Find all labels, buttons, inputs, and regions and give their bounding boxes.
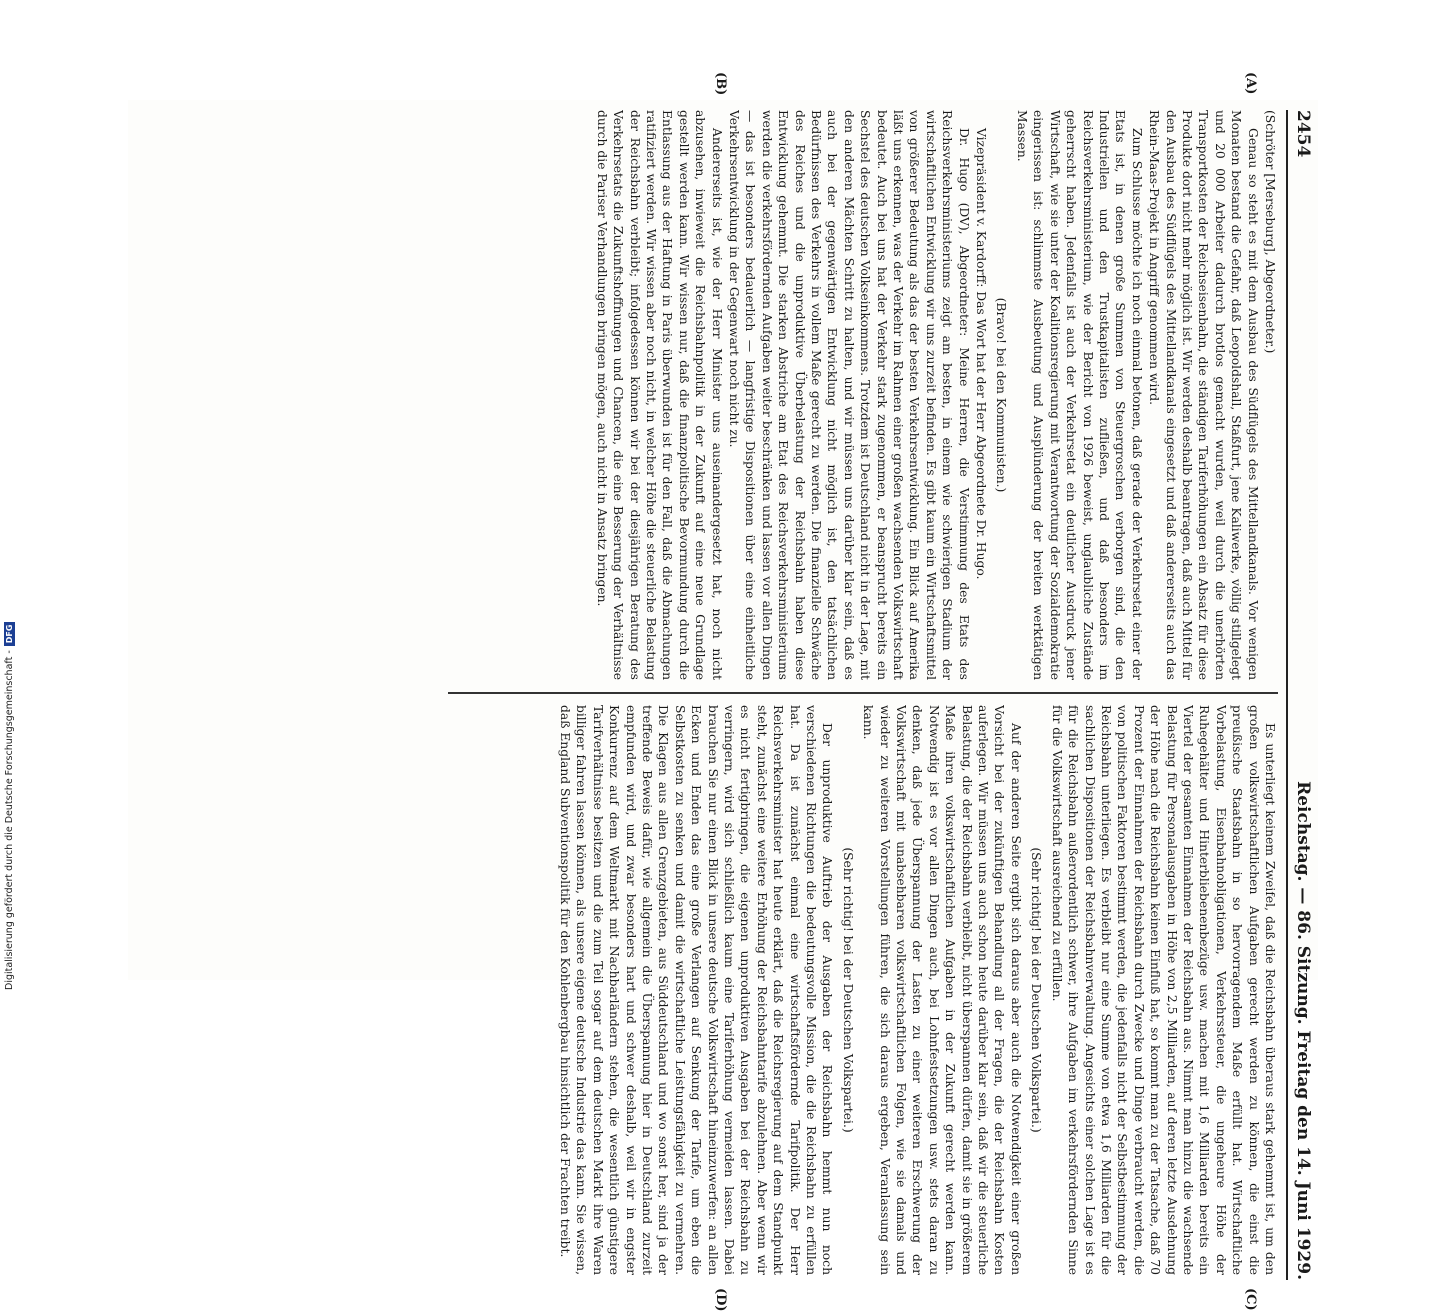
credit-text: Digitalisierung gefördert durch die Deutsche Forschungsgemeinschaft - [3,650,15,990]
paragraph: Andererseits ist, wie der Herr Minister uns auseinandergesetzt hat, noch nicht abzusehen, inwieweit die Reichsbahnpolitik in der Zukunft auf eine neue Grundlage gestellt werden kann. Wir wissen nur, daß die finanzpolitische Bevormundung durch die Entlassung aus der Haftung in Paris überwunden ist für den Fall, daß die Abmachungen ratifiziert werden. Wir wissen aber noch nicht, in welcher Höhe die steuerliche Belastung der Reichsbahn verbleibt; infolgedessen können wir bei der diesjährigen Beratung des Verkehrsetats die Zukunftshoffnungen und Chancen, die eine Besserung der Verhältnisse durch die Pariser Verhandlungen bringen mögen, auch nicht in Ansatz bringen. [594,110,724,680]
speaker-line: (Schröter [Merseburg], Abgeordneter.) [1263,110,1277,354]
interjection: (Bravo! bei den Kommunisten.) [994,297,1009,493]
interjection: (Sehr richtig! bei der Deutschen Volkspartei.) [1029,847,1044,1133]
left-column [448,110,1278,680]
rotated-document-page [128,72,1318,1312]
page-wrapper [118,72,1434,1312]
paragraph: Es unterliegt keinem Zweifel, daß die Reichsbahn überaus stark gehemmt ist, um den großen volkswirtschaftlichen Aufgaben gerecht werden zu können, die einst die preußische Staatsbahn in so hervorragendem Maße erfüllt hat. Wirtschaftliche Vorbelastung, Eisenbahnobligationen, Verkehrssteuer, die ungeheure Höhe der Ruhegehälter und Hinterbliebenenbezüge usw. machen mit 1,6 Milliarden bereits ein Viertel der gesamten Einnahmen der Reichsbahn aus. Nimmt man hinzu die wachsende Belastung für Personalausgaben in Höhe von 2,5 Milliarden, auf deren letzte Ausdehnung der Höhe nach die Reichsbahn keinen Einfluß hat, so kommt man zu der Tatsache, daß 70 Prozent der Einnahmen der Reichsbahn durch Zwecke und Dinge verbraucht werden, die von politischen Faktoren bestimmt werden, die jedenfalls nicht der Selbstbestimmung der Reichsbahn unterliegen. Es verbleibt nur eine Summe von etwa 1,6 Milliarden für die sachlichen Dispositionen der Reichsbahnverwaltung. Angesichts einer solchen Lage ist es für die Reichsbahn außerordentlich schwer, ihre Aufgaben im verkehrsfördernden Sinne für die Volkswirtschaft ausreichend zu erfüllen. [1049,705,1277,1275]
margin-marker-d: (D) [713,1288,728,1312]
paragraph: Genau so steht es mit dem Ausbau des Südflügels des Mittellandkanals. Vor wenigen Monaten bestand die Gefahr, daß Leopoldshall, Staßfurt, jene Kaliwerke, völlig stillgelegt und 20 000 Arbeiter dadurch brotlos gemacht wurden, weil durch die unerhörten Transportkosten der Reichseisenbahn, die ständigen Tariferhöhungen ein Absatz für diese Produkte dort nicht mehr möglich ist. Wir werden deshalb beantragen, daß auch Mittel für den Ausbau des Südflügels des Mittellandkanals eingesetzt und daß andererseits auch das Rhein-Maas-Projekt in Angriff genommen wird. [1147,110,1260,680]
paragraph: Auf der anderen Seite ergibt sich daraus aber auch die Notwendigkeit einer großen Vorsicht bei der zukünftigen Behandlung all der Fragen, die der Reichsbahn Kosten auferlegen. Wir müssen uns auch schon heute darüber klar sein, daß wir die steuerliche Belastung, die der Reichsbahn verbleibt, nicht überspannen dürfen, damit sie in größerem Maße ihren volkswirtschaftlichen Aufgaben in der Zukunft gerecht werden kann. Notwendig ist es vor allen Dingen auch, bei Lohnfestsetzungen usw. stets daran zu denken, daß jede Überspannung der Lasten zu einer weiteren Erschwerung der Volkswirtschaft mit unabsehbaren volkswirtschaftlichen Folgen, wie sie damals und wieder zu weiteren Vorstellungen führen, die sich daraus ergeben, Veranlassung sein kann. [861,705,1023,1275]
paragraph: Dr. Hugo (DV), Abgeordneter: Meine Herren, die Verstimmung des Etats des Reichsverkehrsministeriums zeigt am besten, in einem wie schwierigen Stadium der wirtschaftlichen Entwicklung wir uns zurzeit befinden. Es gibt kaum ein Wirtschaftsmittel von größerer Bedeutung als das der besten Verkehrsentwicklung. Ein Blick auf Amerika läßt uns erkennen, was der Verkehr im Rahmen einer großen wachsenden Volkswirtschaft bedeutet. Auch bei uns hat der Verkehr stark zugenommen, er beansprucht bereits ein Sechstel des deutschen Volkseinkommens. Trotzdem ist Deutschland nicht in der Lage, mit den anderen Mächten Schritt zu halten, und wir müssen uns darüber klar sein, daß es auch bei der gegenwärtigen Entwicklung nicht möglich ist, den tatsächlichen Bedürfnissen des Verkehrs in vollem Maße gerecht zu werden. Die finanzielle Schwäche des Reiches und die unproduktive Überbelastung der Reichsbahn haben diese Entwicklung gehemmt. Die starken Abstriche am Etat des Reichsverkehrsministeriums werden die verkehrsfördernden Aufgaben weiter beschränken und lassen vor allen Dingen — das ist besonders bedauerlich — langfristige Dispositionen über eine einheitliche Verkehrsentwicklung in der Gegenwart noch nicht zu. [727,110,971,680]
digitization-credit [2,590,16,990]
margin-marker-a: (A) [1243,72,1258,95]
page-number: 2454 [1293,110,1313,158]
header-rule [1286,110,1288,1280]
margin-marker-b: (B) [713,72,728,96]
margin-marker-c: (C) [1243,1288,1258,1311]
right-column [448,705,1278,1275]
header-title: Reichstag. — 86. Sitzung. Freitag den 14. Juni 1929. [1293,781,1313,1280]
paragraph: Der unproduktive Auftrieb der Ausgaben der Reichsbahn hemmt nun noch verschiedenen Richtungen die bedeutungsvolle Mission, die die Reichsbahn zu erfüllen hat. Da ist zunächst einmal eine wirtschaftsfördernde Tarifpolitik. Der Herr Reichsverkehrsminister hat heute erklärt, daß die Reichsregierung auf dem Standpunkt steht, zunächst eine weitere Erhöhung der Reichsbahntarife abzulehnen. Aber wenn wir es nicht fertigbringen, die eigenen unproduktiven Ausgaben bei der Reichsbahn zu verringern, wird sich schließlich kaum eine Tariferhöhung vermeiden lassen. Dabei brauchen Sie nur einen Blick in unsere deutsche Volkswirtschaft hineinzuwerfen: an allen Ecken und Enden das eine große Verlangen auf Senkung der Tarife, um eben die Selbstkosten zu senken und damit die wirtschaftliche Leistungsfähigkeit zu vermehren. Die Klagen aus allen Grenzgebieten, aus Süddeutschland und wo sonst her, sind ja der treffende Beweis dafür, wie allgemein die Überspannung hier in Deutschland zurzeit empfunden wird, und zwar besonders hart und schwer deshalb, weil wir in engster Konkurrenz auf dem Weltmarkt mit Nachbarländern stehen, die wesentlich günstigere Tarifverhältnisse besitzen und die zum Teil sogar auf dem deutschen Markt ihre Waren billiger fahren lassen können, als unsere eigene deutsche Industrie das kann. Sie wissen, daß England Subventionspolitik für den Kohlenbergbau hinsichtlich der Frachten treibt. [557,705,835,1275]
dfg-logo: DFG [4,622,15,647]
page-header [1288,110,1318,1280]
column-divider [448,692,1278,694]
paragraph: Vizepräsident v. Kardorff: Das Wort hat der Herr Abgeordnete Dr. Hugo. [974,128,989,580]
interjection: (Sehr richtig! bei der Deutschen Volkspartei.) [840,847,855,1133]
paragraph: Zum Schlusse möchte ich noch einmal betonen, daß gerade der Verkehrsetat einer der Etats ist, in denen große Summen von Steuergroschen verborgen sind, die den Industriellen und den Trustkapitalisten zufließen, und daß besonders im Reichsverkehrsministerium, wie der Bericht von 1926 beweist, unglaubliche Zustände geherrscht haben. Jedenfalls ist auch der Verkehrsetat ein deutlicher Ausdruck jener Wirtschaft, wie sie unter der Koalitionsregierung mit Verantwortung der Sozialdemokratie eingerissen ist: schlimmste Ausbeutung und Ausplünderung der breiten werktätigen Massen. [1014,110,1144,680]
